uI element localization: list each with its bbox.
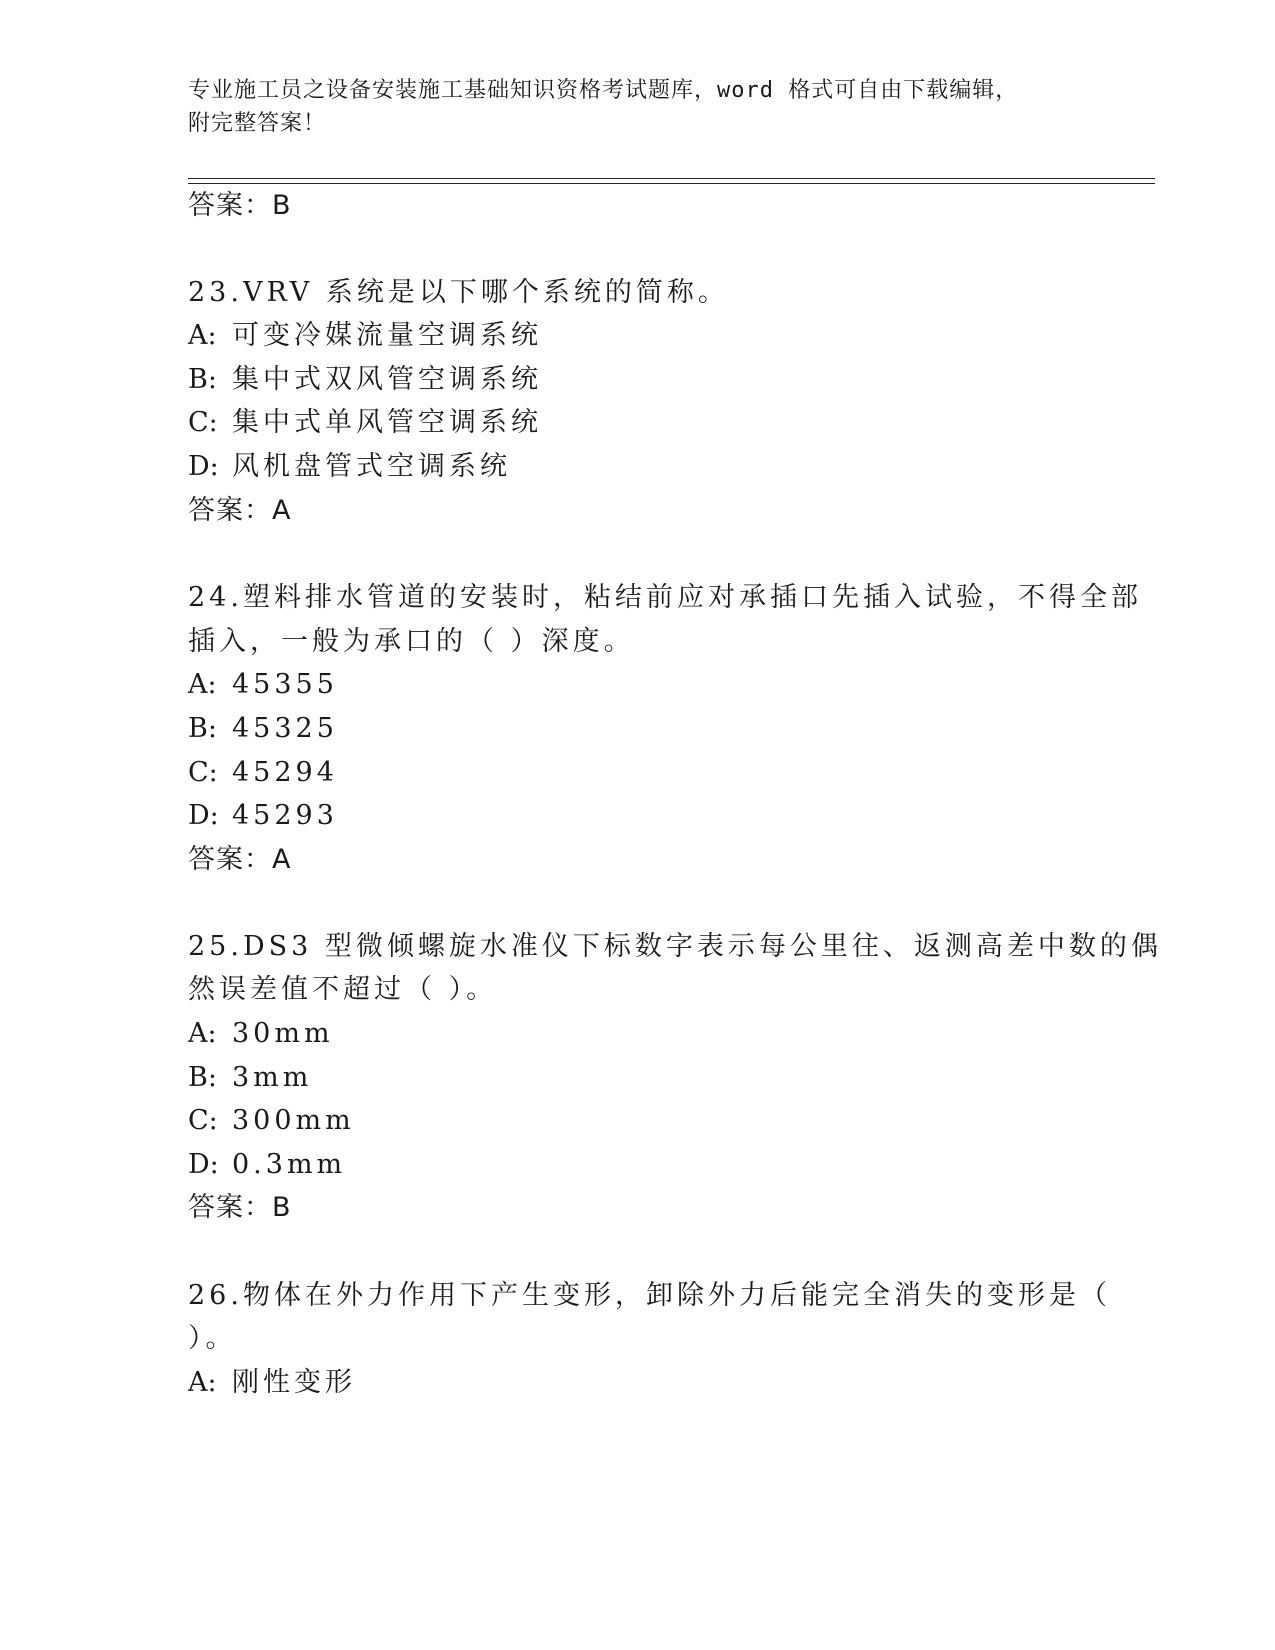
option-letter: B: xyxy=(188,713,217,744)
option-letter: D: xyxy=(188,1149,219,1180)
option-letter: C: xyxy=(188,757,218,788)
option-letter: B: xyxy=(188,1062,217,1093)
option-d xyxy=(188,451,511,483)
option-c xyxy=(188,407,542,439)
option-b xyxy=(188,364,542,396)
option-letter: C: xyxy=(188,407,218,438)
question-text: 25.DS3 型微倾螺旋水准仪下标数字表示每公里往、返测高差中数的偶 xyxy=(188,931,1162,962)
option-letter: C: xyxy=(188,1105,218,1136)
option-text: 300mm xyxy=(232,1105,355,1136)
option-a xyxy=(188,1018,334,1050)
option-letter: A: xyxy=(188,1367,217,1398)
header-line-2: 附完整答案！ xyxy=(188,111,327,136)
answer-line: 答案：A xyxy=(188,844,292,875)
option-text: 风机盘管式空调系统 xyxy=(232,451,511,482)
option-d xyxy=(188,1149,346,1181)
question-text: 23.VRV 系统是以下哪个系统的简称。 xyxy=(188,277,729,308)
option-c xyxy=(188,757,338,789)
answer-line: 答案：B xyxy=(188,1192,292,1223)
option-a xyxy=(188,1367,356,1399)
option-b xyxy=(188,1062,312,1094)
option-text: 可变冷媒流量空调系统 xyxy=(232,320,542,351)
option-text: 45294 xyxy=(232,757,338,788)
question-text-continued: 插入，一般为承口的（ ）深度。 xyxy=(188,626,635,657)
option-text: 45293 xyxy=(232,800,338,831)
option-letter: A: xyxy=(188,669,217,700)
option-a xyxy=(188,320,542,352)
option-text: 3mm xyxy=(232,1062,313,1093)
option-c xyxy=(188,1105,355,1137)
option-text: 45355 xyxy=(232,669,338,700)
option-text: 集中式单风管空调系统 xyxy=(232,407,542,438)
answer-line: 答案：A xyxy=(188,495,292,526)
option-text: 0.3mm xyxy=(232,1149,347,1180)
option-text: 刚性变形 xyxy=(232,1367,356,1398)
option-letter: B: xyxy=(188,364,217,395)
option-text: 30mm xyxy=(232,1018,334,1049)
question-text-continued: ）。 xyxy=(188,1323,237,1354)
option-letter: D: xyxy=(188,451,219,482)
header-divider-bottom xyxy=(188,183,1155,184)
question-text-continued: 然误差值不超过（ ）。 xyxy=(188,974,498,1005)
question-text: 26.物体在外力作用下产生变形，卸除外力后能完全消失的变形是（ xyxy=(188,1280,1111,1311)
header-line-1: 专业施工员之设备安装施工基础知识资格考试题库，word 格式可自由下载编辑， xyxy=(188,78,1019,103)
header-divider-top xyxy=(188,178,1155,179)
answer-line: 答案：B xyxy=(188,190,292,221)
option-b xyxy=(188,713,338,745)
option-a xyxy=(188,669,338,701)
option-letter: A: xyxy=(188,1018,217,1049)
question-text: 24.塑料排水管道的安装时，粘结前应对承插口先插入试验，不得全部 xyxy=(188,582,1142,613)
option-letter: A: xyxy=(188,320,217,351)
option-text: 集中式双风管空调系统 xyxy=(232,364,542,395)
option-d xyxy=(188,800,338,832)
option-letter: D: xyxy=(188,800,219,831)
option-text: 45325 xyxy=(232,713,338,744)
document-header xyxy=(188,74,1088,140)
